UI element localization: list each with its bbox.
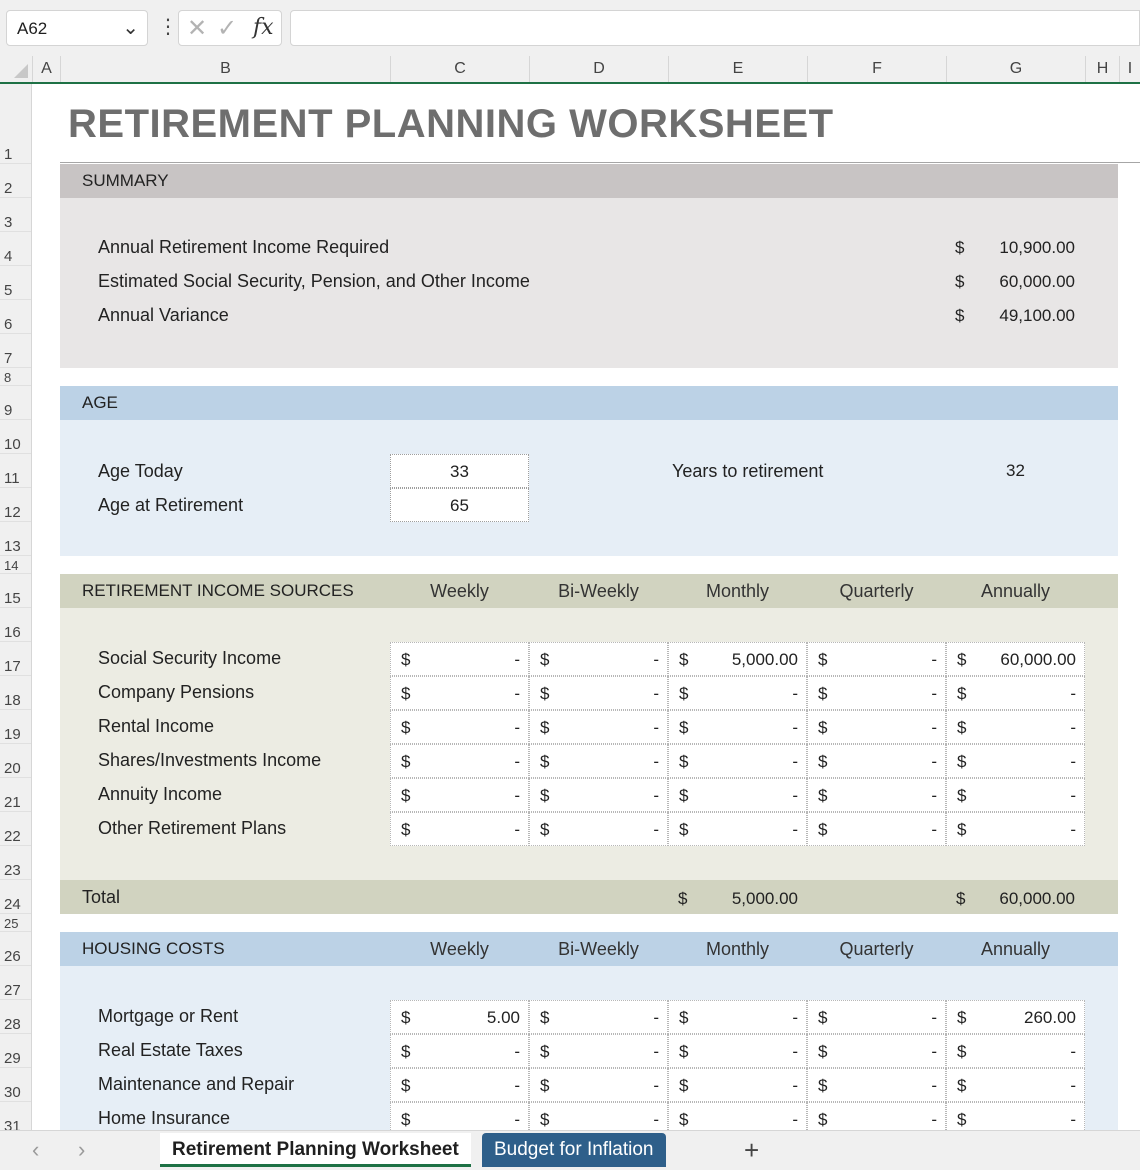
income-amount-value: -	[653, 786, 659, 805]
housing-amount-value: -	[653, 1042, 659, 1061]
column-header-h[interactable]: H	[1085, 56, 1119, 82]
formula-bar	[0, 0, 1140, 56]
income-amount-cell[interactable]	[529, 778, 668, 812]
currency-symbol: $	[679, 786, 689, 805]
housing-amount-value: -	[931, 1076, 937, 1095]
income-amount-cell[interactable]	[529, 676, 668, 710]
row-header[interactable]: 22	[0, 812, 32, 846]
housing-amount-cell[interactable]	[668, 1034, 807, 1068]
income-amount-value: -	[792, 684, 798, 703]
income-amount-cell[interactable]	[946, 676, 1085, 710]
column-headers	[0, 56, 1140, 84]
age-today-input[interactable]: 33	[390, 454, 529, 488]
currency-symbol: $	[957, 1008, 967, 1027]
income-amount-cell[interactable]	[946, 778, 1085, 812]
housing-row-label: Real Estate Taxes	[98, 1040, 243, 1060]
row-header[interactable]: 9	[0, 386, 32, 420]
income-amount-cell[interactable]	[946, 812, 1085, 846]
currency-symbol: $	[401, 1076, 411, 1095]
currency-symbol: $	[957, 684, 967, 703]
chevron-down-icon[interactable]: ⌄	[122, 17, 139, 39]
more-options-icon[interactable]: ⋮	[158, 16, 178, 38]
currency-symbol: $	[401, 752, 411, 771]
currency-symbol: $	[957, 786, 967, 805]
currency-symbol: $	[679, 820, 689, 839]
row-header[interactable]: 23	[0, 846, 32, 880]
currency-symbol: $	[679, 1042, 689, 1061]
currency-symbol: $	[818, 718, 828, 737]
currency-symbol: $	[679, 718, 689, 737]
housing-amount-cell[interactable]	[390, 1102, 529, 1130]
column-header-i[interactable]: I	[1119, 56, 1140, 82]
housing-period-header: Monthly	[705, 939, 770, 959]
currency-symbol: $	[540, 684, 550, 703]
row-header[interactable]: 24	[0, 880, 32, 914]
housing-period-header: Weekly	[430, 939, 489, 959]
currency-symbol: $	[955, 238, 965, 257]
income-row-label: Company Pensions	[98, 682, 255, 702]
income-amount-cell[interactable]	[390, 778, 529, 812]
row-header[interactable]: 3	[0, 198, 32, 232]
row-header[interactable]: 14	[0, 556, 32, 574]
row-header[interactable]: 12	[0, 488, 32, 522]
housing-period-header: Bi-Weekly	[558, 939, 639, 959]
formula-input[interactable]	[290, 10, 1140, 46]
housing-row-label: Mortgage or Rent	[98, 1006, 239, 1026]
row-header[interactable]: 15	[0, 574, 32, 608]
housing-amount-cell[interactable]	[390, 1000, 529, 1034]
income-amount-cell[interactable]	[807, 744, 946, 778]
income-row-label: Other Retirement Plans	[98, 818, 287, 838]
currency-symbol: $	[957, 1042, 967, 1061]
income-amount-value: -	[931, 718, 937, 737]
income-amount-value: -	[1070, 718, 1076, 737]
income-period-header: Monthly	[705, 581, 770, 601]
housing-amount-value: 260.00	[1024, 1008, 1076, 1027]
summary-value[interactable]: 10,900.00	[999, 238, 1075, 257]
column-header-b[interactable]: B	[60, 56, 390, 82]
row-header[interactable]: 11	[0, 454, 32, 488]
currency-symbol: $	[540, 1076, 550, 1095]
currency-symbol: $	[957, 752, 967, 771]
currency-symbol: $	[401, 1110, 411, 1129]
housing-amount-value: -	[931, 1042, 937, 1061]
row-header[interactable]: 21	[0, 778, 32, 812]
income-amount-cell[interactable]	[946, 744, 1085, 778]
row-header[interactable]: 27	[0, 966, 32, 1000]
name-box-value: A62	[17, 19, 48, 38]
housing-amount-cell[interactable]	[807, 1034, 946, 1068]
currency-symbol: $	[540, 1008, 550, 1027]
income-period-header: Bi-Weekly	[558, 581, 639, 601]
age-retirement-label: Age at Retirement	[98, 495, 244, 515]
chevron-left-icon[interactable]: ‹	[32, 1137, 40, 1162]
currency-symbol: $	[955, 272, 965, 291]
tab-budget-for-inflation[interactable]: Budget for Inflation	[482, 1133, 666, 1167]
currency-symbol: $	[401, 820, 411, 839]
income-amount-cell[interactable]	[529, 812, 668, 846]
summary-value[interactable]: 49,100.00	[999, 306, 1075, 325]
years-to-retirement-value[interactable]: 32	[1006, 461, 1025, 480]
currency-symbol: $	[401, 1042, 411, 1061]
row-header[interactable]: 31	[0, 1102, 32, 1130]
income-amount-value: -	[1070, 684, 1076, 703]
row-header[interactable]: 18	[0, 676, 32, 710]
currency-symbol: $	[540, 820, 550, 839]
income-amount-cell[interactable]	[807, 642, 946, 676]
row-headers	[0, 84, 32, 1130]
housing-amount-cell[interactable]	[946, 1034, 1085, 1068]
income-total-label: Total	[60, 880, 1118, 914]
column-header-c[interactable]: C	[390, 56, 529, 82]
currency-symbol: $	[957, 1076, 967, 1095]
row-header[interactable]: 17	[0, 642, 32, 676]
income-amount-value: -	[653, 820, 659, 839]
column-header-f[interactable]: F	[807, 56, 946, 82]
income-amount-value: -	[514, 684, 520, 703]
currency-symbol: $	[957, 820, 967, 839]
housing-amount-cell[interactable]	[807, 1068, 946, 1102]
currency-symbol: $	[540, 786, 550, 805]
income-amount-cell[interactable]	[668, 642, 807, 676]
insert-function-icon[interactable]: fx	[253, 15, 274, 40]
housing-amount-cell[interactable]	[668, 1068, 807, 1102]
row-header[interactable]: 10	[0, 420, 32, 454]
housing-amount-value: -	[1070, 1076, 1076, 1095]
currency-symbol: $	[401, 684, 411, 703]
income-amount-cell[interactable]	[807, 710, 946, 744]
income-amount-value: -	[514, 718, 520, 737]
sheet-grid[interactable]	[32, 84, 1140, 1130]
row-header[interactable]: 6	[0, 300, 32, 334]
tab-retirement-planning-worksheet[interactable]: Retirement Planning Worksheet	[160, 1133, 471, 1167]
row-header[interactable]: 4	[0, 232, 32, 266]
income-amount-value: -	[514, 820, 520, 839]
currency-symbol: $	[679, 1076, 689, 1095]
currency-symbol: $	[540, 1110, 550, 1129]
summary-label: Estimated Social Security, Pension, and Other Income	[98, 271, 530, 291]
row-header[interactable]: 7	[0, 334, 32, 368]
currency-symbol: $	[679, 1008, 689, 1027]
income-amount-value: -	[792, 820, 798, 839]
housing-amount-cell[interactable]	[807, 1102, 946, 1130]
currency-symbol: $	[956, 889, 966, 908]
currency-symbol: $	[540, 1042, 550, 1061]
housing-amount-value: -	[792, 1076, 798, 1095]
housing-amount-cell[interactable]	[668, 1102, 807, 1130]
income-amount-cell[interactable]	[807, 778, 946, 812]
chevron-right-icon[interactable]: ›	[78, 1137, 86, 1162]
income-amount-value: -	[792, 752, 798, 771]
column-header-a[interactable]: A	[32, 56, 60, 82]
currency-symbol: $	[818, 1008, 828, 1027]
title-divider	[60, 162, 1140, 163]
housing-row-label: Maintenance and Repair	[98, 1074, 295, 1094]
row-header[interactable]: 29	[0, 1034, 32, 1068]
currency-symbol: $	[678, 889, 688, 908]
currency-symbol: $	[401, 650, 411, 669]
row-header[interactable]: 16	[0, 608, 32, 642]
income-amount-value: -	[931, 684, 937, 703]
income-amount-value: -	[514, 786, 520, 805]
income-row-label: Shares/Investments Income	[98, 750, 322, 770]
summary-label: Annual Retirement Income Required	[98, 237, 390, 257]
housing-amount-cell[interactable]	[390, 1068, 529, 1102]
currency-symbol: $	[818, 1042, 828, 1061]
housing-amount-value: -	[792, 1042, 798, 1061]
housing-amount-value: -	[1070, 1110, 1076, 1129]
housing-amount-cell[interactable]	[946, 1000, 1085, 1034]
currency-symbol: $	[679, 650, 689, 669]
row-header[interactable]: 1	[0, 84, 32, 164]
income-amount-value: -	[792, 718, 798, 737]
income-amount-cell[interactable]	[668, 676, 807, 710]
income-amount-value: -	[1070, 786, 1076, 805]
row-header[interactable]: 2	[0, 164, 32, 198]
income-total-monthly[interactable]: 5,000.00	[731, 889, 798, 908]
currency-symbol: $	[957, 1110, 967, 1129]
currency-symbol: $	[818, 1110, 828, 1129]
income-amount-value: -	[792, 786, 798, 805]
income-amount-value: -	[931, 820, 937, 839]
income-row-label: Social Security Income	[98, 648, 282, 668]
currency-symbol: $	[818, 650, 828, 669]
income-amount-cell[interactable]	[390, 812, 529, 846]
income-amount-value: -	[931, 752, 937, 771]
income-amount-cell[interactable]	[946, 710, 1085, 744]
income-amount-cell[interactable]	[668, 710, 807, 744]
income-amount-value: -	[931, 650, 937, 669]
row-header[interactable]: 19	[0, 710, 32, 744]
currency-symbol: $	[818, 820, 828, 839]
income-amount-cell[interactable]	[946, 642, 1085, 676]
currency-symbol: $	[679, 1110, 689, 1129]
income-amount-cell[interactable]	[529, 642, 668, 676]
currency-symbol: $	[401, 786, 411, 805]
housing-amount-value: -	[792, 1008, 798, 1027]
income-amount-cell[interactable]	[390, 744, 529, 778]
income-header: RETIREMENT INCOME SOURCES	[60, 574, 1118, 608]
age-today-label: Age Today	[98, 461, 183, 481]
housing-amount-value: -	[514, 1110, 520, 1129]
housing-amount-cell[interactable]	[390, 1034, 529, 1068]
housing-amount-value: -	[931, 1008, 937, 1027]
housing-amount-cell[interactable]	[529, 1000, 668, 1034]
housing-amount-value: -	[1070, 1042, 1076, 1061]
income-amount-cell[interactable]	[390, 710, 529, 744]
summary-value[interactable]: 60,000.00	[999, 272, 1075, 291]
currency-symbol: $	[818, 786, 828, 805]
income-amount-cell[interactable]	[529, 744, 668, 778]
currency-symbol: $	[818, 1076, 828, 1095]
housing-period-header: Annually	[980, 939, 1051, 959]
housing-amount-value: 5.00	[486, 1008, 520, 1027]
summary-label: Annual Variance	[98, 305, 229, 325]
row-header[interactable]: 26	[0, 932, 32, 966]
income-amount-value: 5,000.00	[731, 650, 798, 669]
housing-amount-cell[interactable]	[529, 1068, 668, 1102]
income-amount-cell[interactable]	[668, 812, 807, 846]
row-header[interactable]: 25	[0, 914, 32, 932]
housing-header: HOUSING COSTS	[60, 932, 1118, 966]
income-amount-value: -	[653, 650, 659, 669]
column-header-g[interactable]: G	[946, 56, 1085, 82]
income-amount-value: -	[1070, 752, 1076, 771]
income-amount-cell[interactable]	[390, 676, 529, 710]
income-total-annually[interactable]: 60,000.00	[999, 889, 1075, 908]
income-amount-cell[interactable]	[668, 778, 807, 812]
income-row-label: Rental Income	[98, 716, 215, 736]
currency-symbol: $	[401, 1008, 411, 1027]
income-row-label: Annuity Income	[98, 784, 223, 804]
column-header-e[interactable]: E	[668, 56, 807, 82]
income-amount-cell[interactable]	[668, 744, 807, 778]
formula-buttons	[178, 10, 282, 46]
income-amount-cell[interactable]	[529, 710, 668, 744]
currency-symbol: $	[818, 752, 828, 771]
row-header[interactable]: 13	[0, 522, 32, 556]
currency-symbol: $	[818, 684, 828, 703]
cancel-icon[interactable]: ✕	[187, 15, 208, 42]
housing-amount-cell[interactable]	[529, 1102, 668, 1130]
years-to-retirement-label: Years to retirement	[672, 461, 824, 481]
housing-amount-value: -	[792, 1110, 798, 1129]
row-header[interactable]: 30	[0, 1068, 32, 1102]
income-amount-value: -	[514, 650, 520, 669]
row-header[interactable]: 5	[0, 266, 32, 300]
income-amount-value: -	[514, 752, 520, 771]
add-sheet-icon[interactable]: +	[744, 1135, 760, 1165]
housing-amount-cell[interactable]	[946, 1068, 1085, 1102]
housing-row-label: Home Insurance	[98, 1108, 231, 1128]
summary-header: SUMMARY	[60, 164, 1118, 198]
income-amount-cell[interactable]	[807, 676, 946, 710]
housing-amount-value: -	[653, 1110, 659, 1129]
select-all-corner[interactable]	[0, 56, 32, 82]
housing-period-header: Quarterly	[839, 939, 914, 959]
currency-symbol: $	[957, 650, 967, 669]
page-title: RETIREMENT PLANNING WORKSHEET	[68, 102, 834, 146]
row-header[interactable]: 28	[0, 1000, 32, 1034]
age-retirement-input[interactable]: 65	[390, 488, 529, 522]
currency-symbol: $	[540, 650, 550, 669]
income-amount-value: 60,000.00	[1000, 650, 1076, 669]
row-header[interactable]: 20	[0, 744, 32, 778]
check-icon[interactable]: ✓	[217, 15, 238, 42]
housing-amount-value: -	[653, 1076, 659, 1095]
income-amount-value: -	[931, 786, 937, 805]
housing-amount-value: -	[653, 1008, 659, 1027]
housing-amount-cell[interactable]	[668, 1000, 807, 1034]
income-amount-cell[interactable]	[390, 642, 529, 676]
income-period-header: Weekly	[430, 581, 489, 601]
housing-amount-cell[interactable]	[529, 1034, 668, 1068]
currency-symbol: $	[540, 752, 550, 771]
housing-amount-value: -	[931, 1110, 937, 1129]
currency-symbol: $	[401, 718, 411, 737]
currency-symbol: $	[955, 306, 965, 325]
name-box[interactable]	[6, 10, 148, 46]
housing-amount-cell[interactable]	[946, 1102, 1085, 1130]
sheet-tab-bar	[0, 1130, 1140, 1170]
row-header[interactable]: 8	[0, 368, 32, 386]
currency-symbol: $	[540, 718, 550, 737]
column-header-d[interactable]: D	[529, 56, 668, 82]
income-amount-cell[interactable]	[807, 812, 946, 846]
income-amount-value: -	[653, 752, 659, 771]
income-amount-value: -	[653, 718, 659, 737]
income-amount-value: -	[653, 684, 659, 703]
age-header: AGE	[60, 386, 1118, 420]
housing-amount-value: -	[514, 1076, 520, 1095]
currency-symbol: $	[957, 718, 967, 737]
housing-amount-value: -	[514, 1042, 520, 1061]
income-period-header: Annually	[980, 581, 1051, 601]
income-period-header: Quarterly	[839, 581, 914, 601]
currency-symbol: $	[679, 684, 689, 703]
income-amount-value: -	[1070, 820, 1076, 839]
housing-amount-cell[interactable]	[807, 1000, 946, 1034]
currency-symbol: $	[679, 752, 689, 771]
